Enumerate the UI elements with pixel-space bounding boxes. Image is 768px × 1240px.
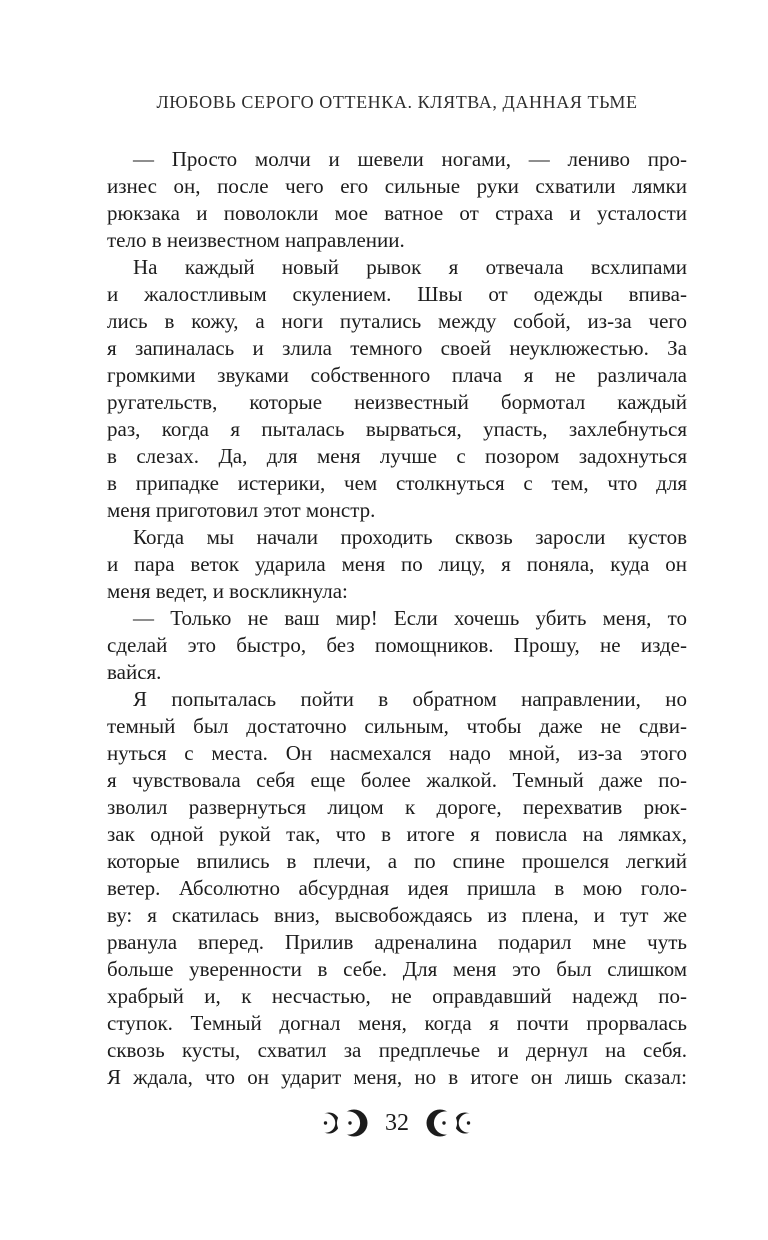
text-line: зволил развернуться лицом к дороге, перехватив рюк- xyxy=(107,795,687,819)
text-line: сквозь кусты, схватил за предплечье и дернул на себя. xyxy=(107,1038,687,1062)
page-number: 32 xyxy=(385,1110,409,1136)
text-line: темный был достаточно сильным, чтобы даже не сдви- xyxy=(107,714,687,738)
text-line: нуться с места. Он насмехался надо мной, из-за этого xyxy=(107,741,687,765)
text-line: Я ждала, что он ударит меня, но в итоге он лишь сказал: xyxy=(107,1065,687,1089)
text-line: больше уверенности в себе. Для меня это был слишком xyxy=(107,957,687,981)
moon-crescents-right-icon xyxy=(426,1108,476,1138)
text-line: На каждый новый рывок я отвечала всхлипами xyxy=(133,255,687,279)
text-line: ветер. Абсолютно абсурдная идея пришла в мою голо- xyxy=(107,876,687,900)
text-line: Когда мы начали проходить сквозь заросли кустов xyxy=(133,525,687,549)
moon-crescents-left-icon xyxy=(318,1108,368,1138)
text-line: ступок. Темный догнал меня, когда я почти прорвалась xyxy=(107,1011,687,1035)
text-line: меня приготовил этот монстр. xyxy=(107,498,376,522)
text-line: которые впились в плечи, а по спине прошелся легкий xyxy=(107,849,687,873)
page-footer xyxy=(107,1106,687,1140)
text-line: изнес он, после чего его сильные руки схватили лямки xyxy=(107,174,687,198)
text-line: сделай это быстро, без помощников. Прошу, не изде- xyxy=(107,633,687,657)
running-title: ЛЮБОВЬ СЕРОГО ОТТЕНКА. КЛЯТВА, ДАННАЯ ТЬМЕ xyxy=(156,92,638,112)
text-line: лись в кожу, а ноги путались между собой, из-за чего xyxy=(107,309,687,333)
text-line: и жалостливым скулением. Швы от одежды впива- xyxy=(107,282,687,306)
text-line: Я попыталась пойти в обратном направлении, но xyxy=(133,687,687,711)
text-line: громкими звуками собственного плача я не различала xyxy=(107,363,687,387)
text-line: меня ведет, и воскликнула: xyxy=(107,579,348,603)
text-line: я запиналась и злила темного своей неуклюжестью. За xyxy=(107,336,687,360)
text-line: в слезах. Да, для меня лучше с позором задохнуться xyxy=(107,444,687,468)
text-line: ву: я скатилась вниз, высвобождаясь из плена, и тут же xyxy=(107,903,687,927)
text-line: вайся. xyxy=(107,660,162,684)
text-line: — Только не ваш мир! Если хочешь убить меня, то xyxy=(133,606,687,630)
text-line: я чувствовала себя еще более жалкой. Темный даже по- xyxy=(107,768,687,792)
text-line: тело в неизвестном направлении. xyxy=(107,228,405,252)
text-line: в припадке истерики, чем столкнуться с тем, что для xyxy=(107,471,687,495)
text-line: ругательств, которые неизвестный бормотал каждый xyxy=(107,390,687,414)
text-line: зак одной рукой так, что в итоге я повисла на лямках, xyxy=(107,822,687,846)
text-line: храбрый и, к несчастью, не оправдавший надежд по- xyxy=(107,984,687,1008)
text-line: рванула вперед. Прилив адреналина подарил мне чуть xyxy=(107,930,687,954)
text-line: — Просто молчи и шевели ногами, — лениво про- xyxy=(133,147,687,171)
text-line: и пара веток ударила меня по лицу, я поняла, куда он xyxy=(107,552,687,576)
text-line: раз, когда я пыталась вырваться, упасть, захлебнуться xyxy=(107,417,687,441)
body-text xyxy=(107,146,687,1091)
text-line: рюкзака и поволокли мое ватное от страха и усталости xyxy=(107,201,687,225)
